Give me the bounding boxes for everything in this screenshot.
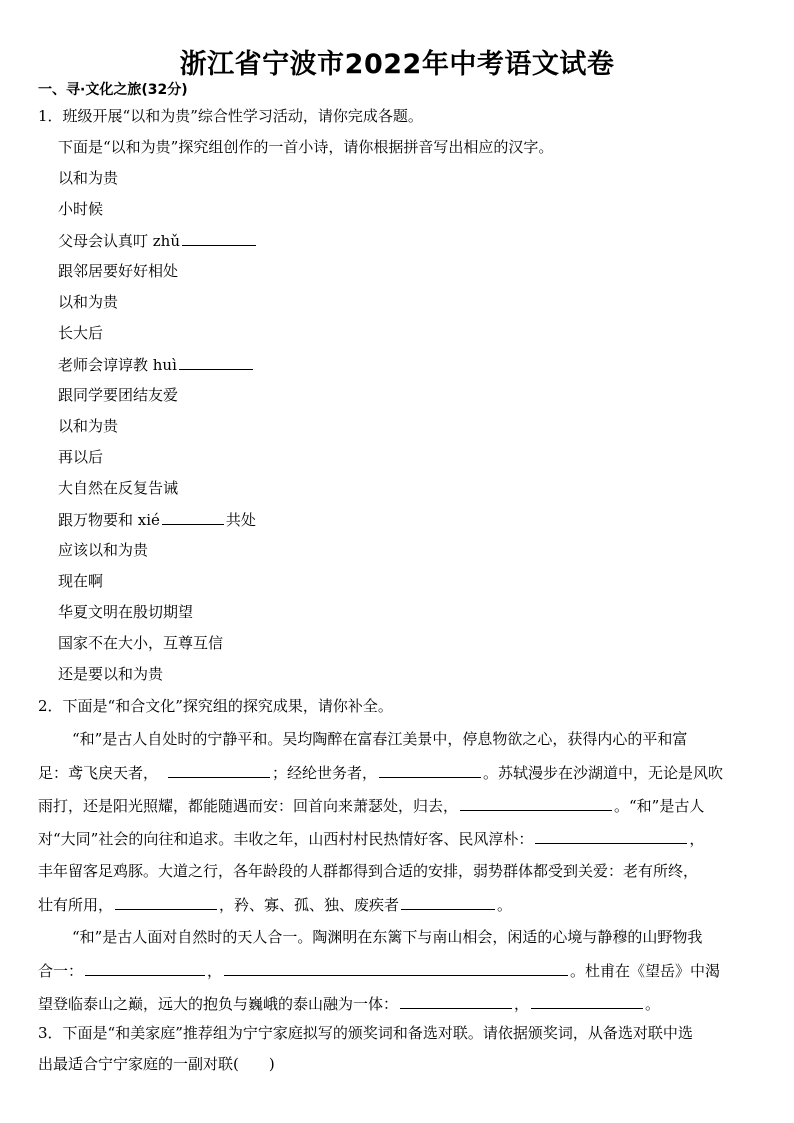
answer-blank[interactable]	[168, 762, 270, 778]
answer-blank[interactable]	[224, 960, 568, 976]
paragraph-text: 。苏轼漫步在沙湖道中，无论是风吹	[483, 764, 724, 782]
paragraph-text: ，	[207, 962, 223, 980]
paragraph-line: “和”是古人面对自然时的天人合一。陶渊明在东篱下与南山相会，闲适的心境与静穆的山野物我	[72, 928, 703, 946]
paragraph-text: 雨打，还是阳光照耀，都能随遇而安：回首向来萧瑟处，归去，	[38, 797, 459, 815]
poem-line: 现在啊	[58, 572, 104, 590]
poem-line	[58, 230, 258, 251]
answer-blank[interactable]	[531, 993, 643, 1009]
poem-line: 以和为贵	[58, 293, 119, 311]
paragraph-text: 对“大同”社会的向往和追求。丰收之年，山西村村民热情好客、民风淳朴：	[38, 830, 534, 848]
paragraph-line: 丰年留客足鸡豚。大道之行，各年龄段的人群都得到合适的安排，弱势群体都受到关爱：老有所终，	[38, 862, 699, 880]
poem-line: 以和为贵	[58, 417, 119, 435]
answer-blank[interactable]	[379, 762, 481, 778]
answer-blank[interactable]	[85, 960, 205, 976]
paragraph-text: ，	[514, 995, 530, 1013]
poem-line: 长大后	[58, 324, 104, 342]
paragraph-text: 望登临泰山之巅，远大的抱负与巍峨的泰山融为一体：	[38, 995, 399, 1013]
question-2-stem: 2．下面是“和合文化”探究组的探究成果，请你补全。	[38, 697, 393, 715]
paragraph-line	[38, 960, 720, 981]
poem-line: 跟邻居要好好相处	[58, 262, 179, 280]
page-title: 浙江省宁波市2022年中考语文试卷	[179, 49, 615, 80]
paragraph-text: 。	[497, 896, 513, 914]
paragraph-line	[38, 993, 660, 1014]
answer-blank[interactable]	[460, 795, 612, 811]
paragraph-text: ，	[689, 830, 705, 848]
poem-line: 华夏文明在殷切期望	[58, 603, 194, 621]
paragraph-line	[38, 894, 512, 915]
answer-blank[interactable]	[535, 828, 687, 844]
poem-text: 老师会谆谆教 huì	[58, 356, 177, 374]
paragraph-text: 壮有所用，	[38, 896, 114, 914]
poem-line: 跟同学要团结友爱	[58, 386, 179, 404]
paragraph-text: ，矜、寡、孤、独、废疾者	[219, 896, 400, 914]
poem-text: 共处	[225, 511, 256, 529]
question-3-stem-cont: 出最适合宁宁家庭的一副对联( )	[38, 1055, 275, 1073]
paragraph-text: ；经纶世务者，	[272, 764, 378, 782]
answer-blank[interactable]	[115, 894, 217, 910]
paragraph-text: 。杜甫在《望岳》中渴	[570, 962, 721, 980]
poem-line: 应该以和为贵	[58, 541, 149, 559]
poem-text: 跟万物要和 xié	[58, 511, 160, 529]
paragraph-text: 。	[645, 995, 661, 1013]
paragraph-line	[38, 828, 704, 849]
poem-line: 以和为贵	[58, 169, 119, 187]
paragraph-line	[38, 795, 704, 816]
paragraph-text: 合一：	[38, 962, 84, 980]
answer-blank[interactable]	[179, 354, 253, 370]
paragraph-text: 。“和”是古人	[614, 797, 705, 815]
paragraph-line: “和”是古人自处时的宁静平和。吴均陶醉在富春江美景中，停息物欲之心，获得内心的平和富	[72, 730, 688, 748]
question-3-stem: 3．下面是“和美家庭”推荐组为宁宁家庭拟写的颁奖词和备选对联。请依据颁奖词，从备选对联中选	[38, 1024, 693, 1042]
paragraph-line	[38, 762, 723, 783]
poem-line: 再以后	[58, 448, 104, 466]
answer-blank[interactable]	[182, 230, 256, 246]
answer-blank[interactable]	[401, 894, 495, 910]
poem-line: 还是要以和为贵	[58, 665, 164, 683]
question-1-stem: 1．班级开展“以和为贵”综合性学习活动，请你完成各题。	[38, 107, 423, 125]
poem-text: 父母会认真叮 zhǔ	[58, 232, 180, 250]
poem-line	[58, 354, 255, 375]
poem-line	[58, 509, 256, 530]
paragraph-text: 足：鸢飞戾天者，	[38, 764, 159, 782]
poem-line: 国家不在大小，互尊互信	[58, 634, 224, 652]
question-1-intro: 下面是“以和为贵”探究组创作的一首小诗，请你根据拼音写出相应的汉字。	[58, 138, 554, 156]
section-heading: 一、寻·文化之旅(32分)	[38, 82, 188, 98]
answer-blank[interactable]	[400, 993, 512, 1009]
poem-line: 小时候	[58, 200, 104, 218]
answer-blank[interactable]	[162, 509, 224, 525]
poem-line: 大自然在反复告诫	[58, 479, 179, 497]
